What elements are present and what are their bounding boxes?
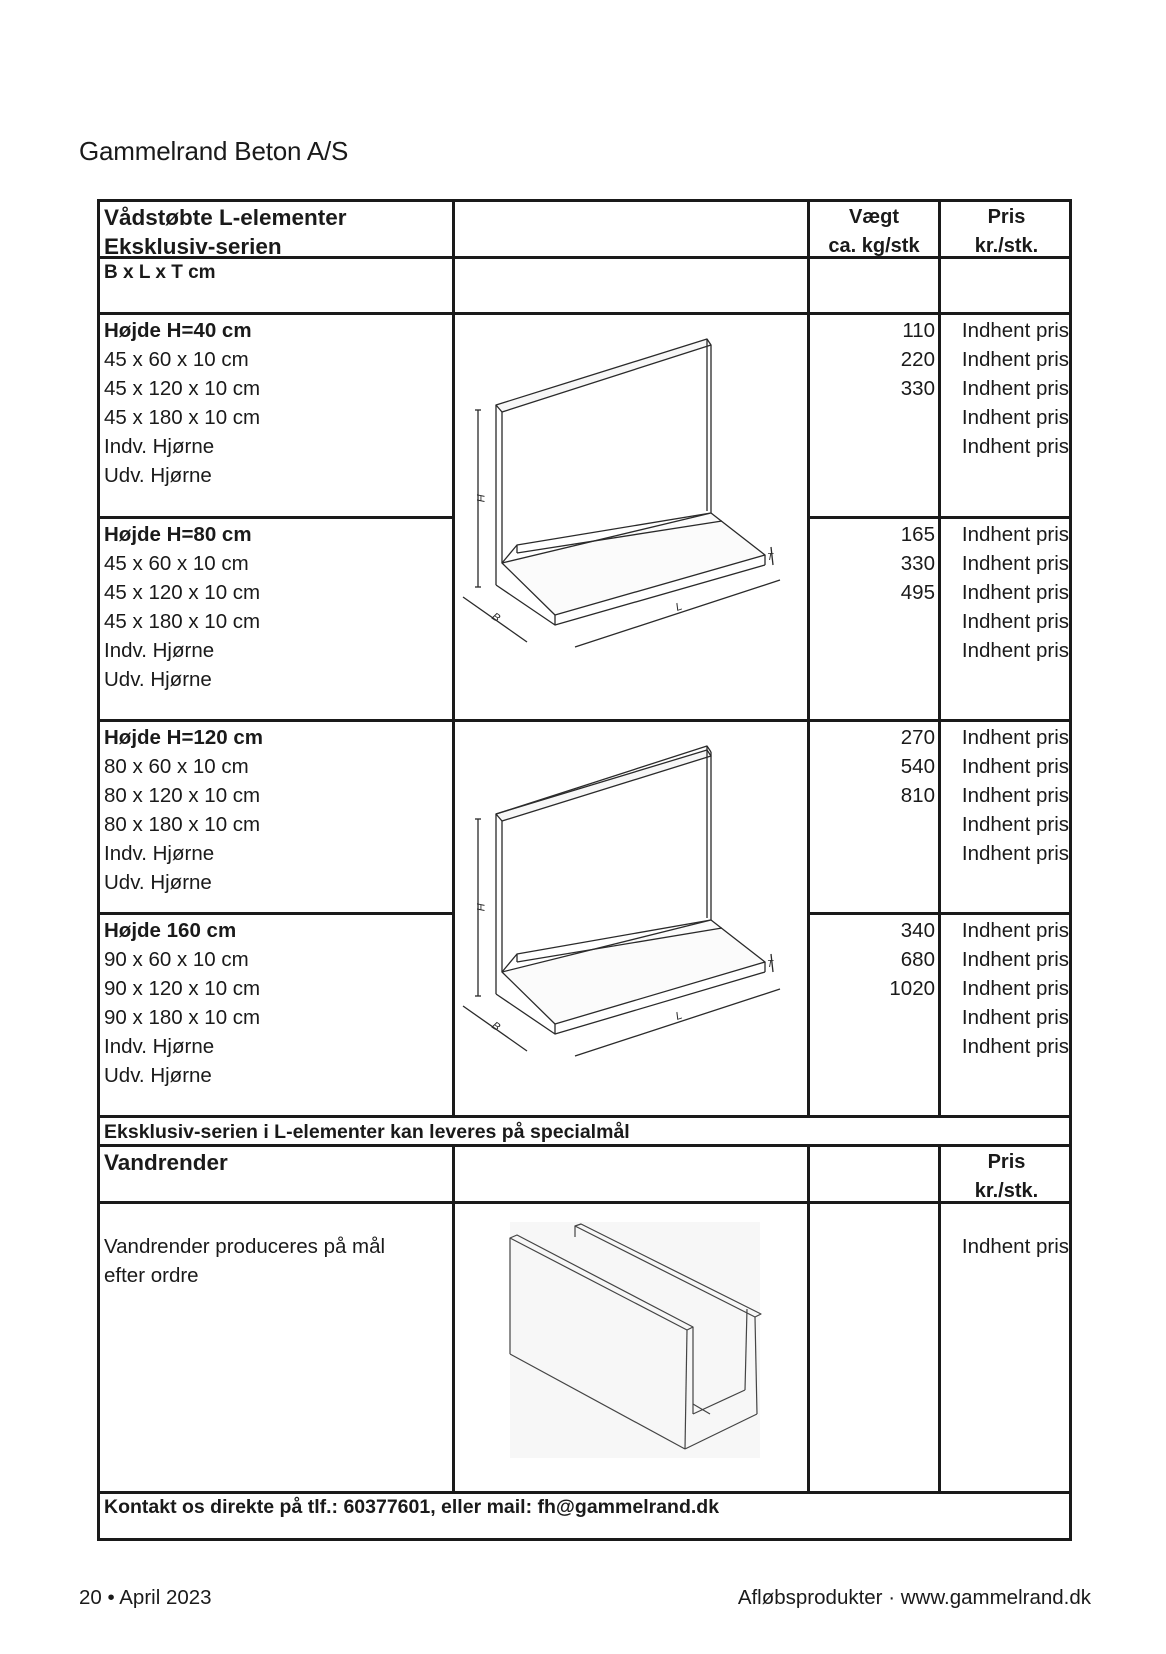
group-4-items [97,912,452,1115]
price-value: Indhent pris [961,348,1069,371]
price-value: Indhent pris [961,610,1069,633]
dims-cell [97,256,452,312]
price-value: Indhent pris [961,842,1069,865]
weight-value: 495 [900,581,935,604]
list-item: 45 x 60 x 10 cm [104,348,249,371]
gutters-title-cell [97,1144,452,1201]
gutters-drawing-cell [452,1201,807,1491]
weight-value: 1020 [889,977,935,1000]
group-heading: Højde H=120 cm [104,726,263,749]
group-heading: Højde H=40 cm [104,319,252,342]
price-value: Indhent pris [961,319,1069,342]
price-value: Indhent pris [961,813,1069,836]
header-image-cell [452,199,807,256]
group-heading: Højde H=80 cm [104,523,252,546]
gutters-price-line2: kr./stk. [974,1180,1039,1202]
list-item: Udv. Hjørne [104,871,212,894]
price-value: Indhent pris [961,435,1069,458]
weight-value: 680 [900,948,935,971]
footer-page-date: 20 • April 2023 [79,1586,212,1609]
gutters-image-header-cell [452,1144,807,1201]
weight-value: 220 [900,348,935,371]
l-element-drawing [455,315,807,719]
weight-value: 165 [900,523,935,546]
price-value: Indhent pris [961,784,1069,807]
header-title-line1: Vådstøbte L-elementer [104,205,347,230]
dim-label-l: L [674,1009,684,1023]
dim-label-b: B [489,1019,503,1034]
list-item: 90 x 180 x 10 cm [104,1006,261,1029]
price-value: Indhent pris [961,581,1069,604]
list-item: 80 x 180 x 10 cm [104,813,261,836]
gutters-weight-cell [807,1201,938,1491]
group-1-weights [807,312,938,516]
special-note-cell [97,1115,1072,1144]
gutters-price-line1: Pris [987,1151,1026,1173]
special-note: Eksklusiv-serien i L-elementer kan leveres på specialmål [104,1121,630,1143]
l-element-drawing-cell-1 [452,312,807,719]
header-weight-cell [807,199,938,256]
group-4-prices [938,912,1072,1115]
header-title-cell [97,199,452,259]
list-item: Udv. Hjørne [104,1064,212,1087]
list-item: 90 x 60 x 10 cm [104,948,249,971]
gutters-title: Vandrender [104,1150,228,1175]
header-price-line2: kr./stk. [974,235,1039,257]
gutters-description-line2: efter ordre [104,1264,199,1287]
dim-label-b: B [489,610,503,625]
weight-value: 270 [900,726,935,749]
weight-value: 110 [902,319,935,342]
dims-price-cell [938,256,1072,312]
price-table [97,199,1072,1541]
list-item: 45 x 120 x 10 cm [104,581,261,604]
u-channel-drawing [455,1204,807,1491]
weight-value: 540 [900,755,935,778]
group-2-prices [938,516,1072,719]
price-value: Indhent pris [961,406,1069,429]
list-item: 45 x 120 x 10 cm [104,377,261,400]
price-value: Indhent pris [961,977,1069,1000]
gutters-price-cell [938,1201,1072,1491]
contact-text: Kontakt os direkte på tlf.: 60377601, eller mail: fh@gammelrand.dk [104,1496,720,1518]
header-weight-line1: Vægt [849,206,899,228]
list-item: 80 x 60 x 10 cm [104,755,249,778]
dims-weight-cell [807,256,938,312]
dim-label-l: L [674,600,684,614]
list-item: 90 x 120 x 10 cm [104,977,261,1000]
list-item: 45 x 60 x 10 cm [104,552,249,575]
header-title-line2: Eksklusiv-serien [104,234,282,259]
gutters-price-header-cell [938,1144,1072,1201]
price-value: Indhent pris [961,377,1069,400]
price-value: Indhent pris [961,948,1069,971]
group-3-weights [807,719,938,912]
list-item: Indv. Hjørne [104,639,215,662]
gutters-description-line1: Vandrender produceres på mål [104,1235,386,1258]
list-item: 45 x 180 x 10 cm [104,406,261,429]
price-value: Indhent pris [961,1035,1069,1058]
price-value: Indhent pris [961,919,1069,942]
price-value: Indhent pris [961,552,1069,575]
dims-label: B x L x T cm [104,262,216,283]
price-value: Indhent pris [961,726,1069,749]
price-value: Indhent pris [961,523,1069,546]
group-3-items [97,719,452,912]
gutters-price: Indhent pris [961,1235,1069,1258]
list-item: Indv. Hjørne [104,1035,215,1058]
price-value: Indhent pris [961,1006,1069,1029]
list-item: Indv. Hjørne [104,842,215,865]
group-3-prices [938,719,1072,912]
list-item: Udv. Hjørne [104,668,212,691]
list-item: Indv. Hjørne [104,435,215,458]
contact-cell [97,1491,1072,1541]
group-4-weights [807,912,938,1115]
dim-label-t: T [767,552,774,563]
weight-value: 330 [900,552,935,575]
list-item: 45 x 180 x 10 cm [104,610,261,633]
dim-label-h: H [474,494,486,502]
dim-label-t: T [767,959,774,970]
header-price-cell [938,199,1072,256]
l-element-drawing [455,722,807,1115]
weight-value: 330 [900,377,935,400]
group-heading: Højde 160 cm [104,919,237,942]
gutters-weight-header-cell [807,1144,938,1201]
header-weight-line2: ca. kg/stk [828,235,920,257]
weight-value: 340 [900,919,935,942]
dim-label-h: H [474,903,486,911]
group-2-items [97,516,452,719]
page-title: Gammelrand Beton A/S [79,136,349,166]
weight-value: 810 [900,784,935,807]
list-item: Udv. Hjørne [104,464,212,487]
l-element-drawing-cell-2 [452,719,807,1115]
gutters-description-cell [97,1201,452,1491]
header-price-line1: Pris [987,206,1026,228]
group-1-prices [938,312,1072,516]
footer-section-website: Afløbsprodukter · www.gammelrand.dk [737,1586,1091,1609]
price-value: Indhent pris [961,755,1069,778]
dims-image-cell [452,256,807,312]
list-item: 80 x 120 x 10 cm [104,784,261,807]
price-value: Indhent pris [961,639,1069,662]
group-1-items [97,312,452,516]
group-2-weights [807,516,938,719]
